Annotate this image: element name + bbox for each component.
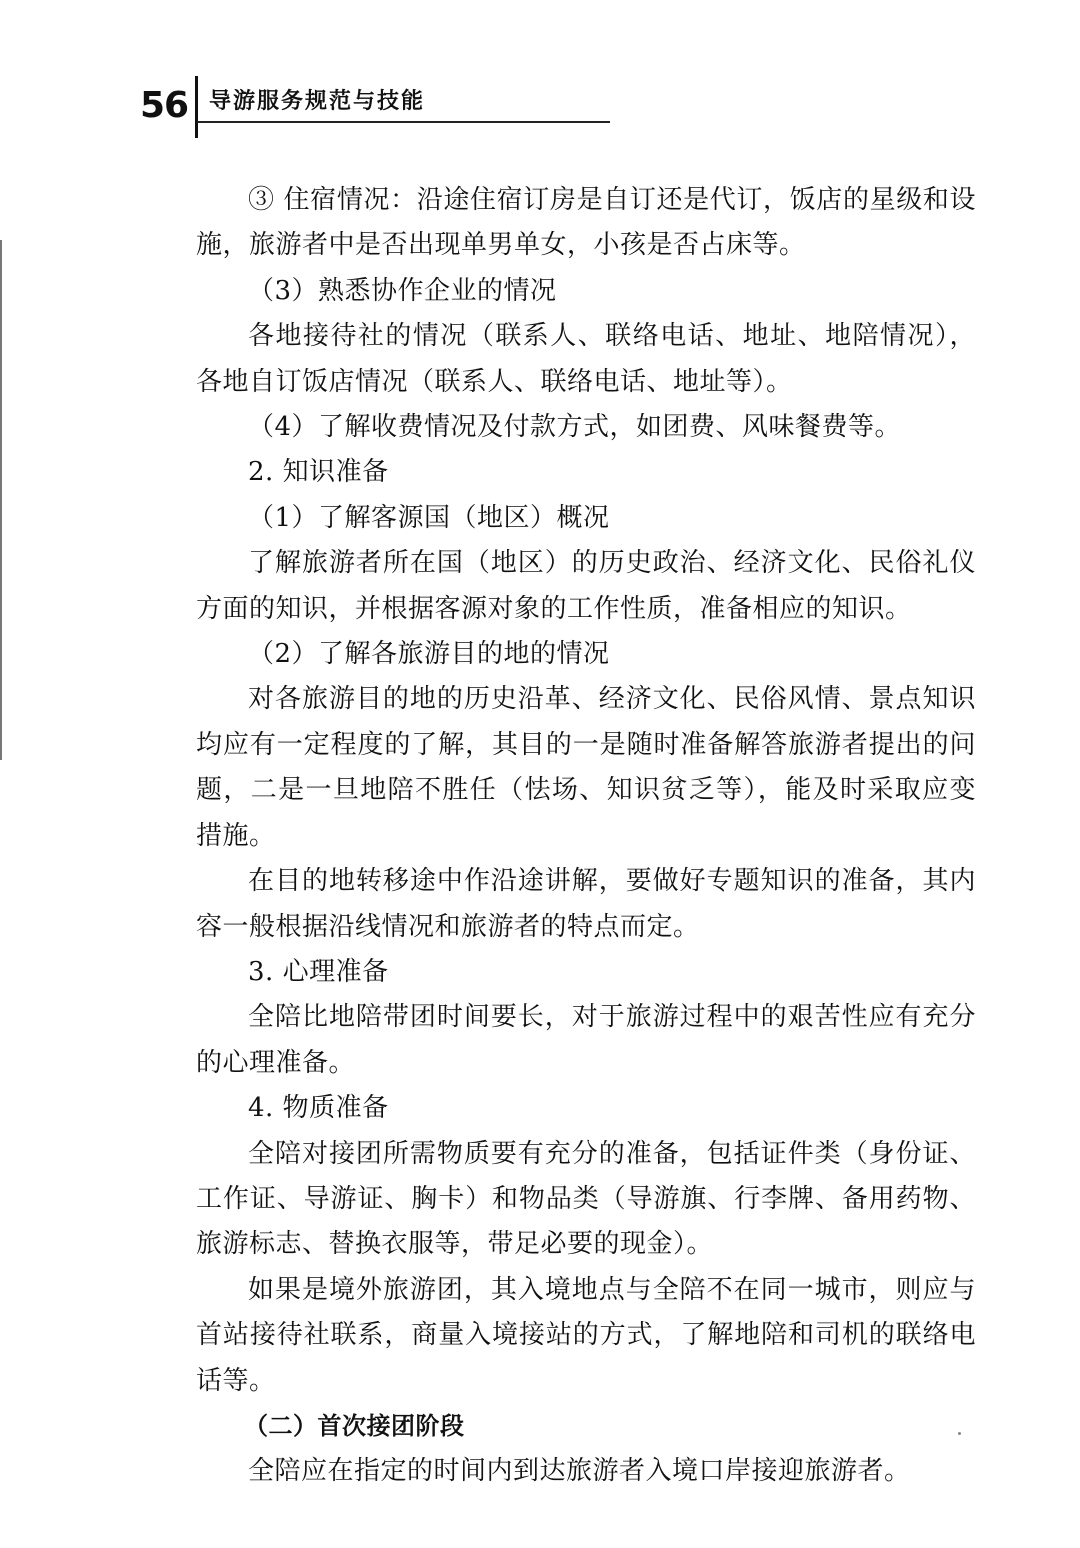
heading-knowledge-prep: 2. 知识准备 <box>248 457 389 488</box>
subheading-partners: （3）熟悉协作企业的情况 <box>248 275 557 306</box>
paragraph-overseas-groups: 如果是境外旅游团，其入境地点与全陪不在同一城市，则应与首站接待社联系，商量入境接站的方式，了解地陪和司机的联络电话等。 <box>196 1274 976 1396</box>
paragraph-route-commentary: 在目的地转移途中作沿途讲解，要做好专题知识的准备，其内容一般根据沿线情况和旅游者的特点而定。 <box>196 866 976 942</box>
paragraph-material-prep: 全陪对接团所需物质要有充分的准备，包括证件类（身份证、工作证、导游证、胸卡）和物品类（导游旗、行李牌、备用药物、旅游标志、替换衣服等，带足必要的现金）。 <box>196 1138 976 1260</box>
paragraph-source-country: 了解旅游者所在国（地区）的历史政治、经济文化、民俗礼仪方面的知识，并根据客源对象的工作性质，准备相应的知识。 <box>196 548 976 624</box>
paragraph-first-reception: 全陪应在指定的时间内到达旅游者入境口岸接迎旅游者。 <box>248 1456 911 1487</box>
heading-psychological-prep: 3. 心理准备 <box>248 956 389 987</box>
heading-material-prep: 4. 物质准备 <box>248 1093 389 1124</box>
header-rule <box>197 121 610 123</box>
subheading-fees: （4）了解收费情况及付款方式，如团费、风味餐费等。 <box>248 412 902 443</box>
scan-margin-line <box>0 240 2 760</box>
header-divider-vertical <box>195 76 198 138</box>
paragraph-partners: 各地接待社的情况（联系人、联络电话、地址、地陪情况），各地自订饭店情况（联系人、联络电话、地址等）。 <box>196 321 976 397</box>
page-number: 56 <box>140 85 189 126</box>
paragraph-lodging: ③ 住宿情况：沿途住宿订房是自订还是代订，饭店的星级和设施，旅游者中是否出现单男单女，小孩是否占床等。 <box>196 185 976 261</box>
subheading-source-country: （1）了解客源国（地区）概况 <box>248 502 610 533</box>
scan-speck <box>958 1432 961 1435</box>
paragraph-destinations: 对各旅游目的地的历史沿革、经济文化、民俗风情、景点知识均应有一定程度的了解，其目的一是随时准备解答旅游者提出的问题，二是一旦地陪不胜任（怯场、知识贫乏等），能及时采取应变措施。 <box>196 684 976 851</box>
body-text <box>196 178 976 1495</box>
section-heading-first-reception: （二）首次接团阶段 <box>244 1411 465 1440</box>
subheading-destinations: （2）了解各旅游目的地的情况 <box>248 639 610 670</box>
paragraph-psychological-prep: 全陪比地陪带团时间要长，对于旅游过程中的艰苦性应有充分的心理准备。 <box>196 1002 976 1078</box>
running-header-title: 导游服务规范与技能 <box>209 89 426 114</box>
